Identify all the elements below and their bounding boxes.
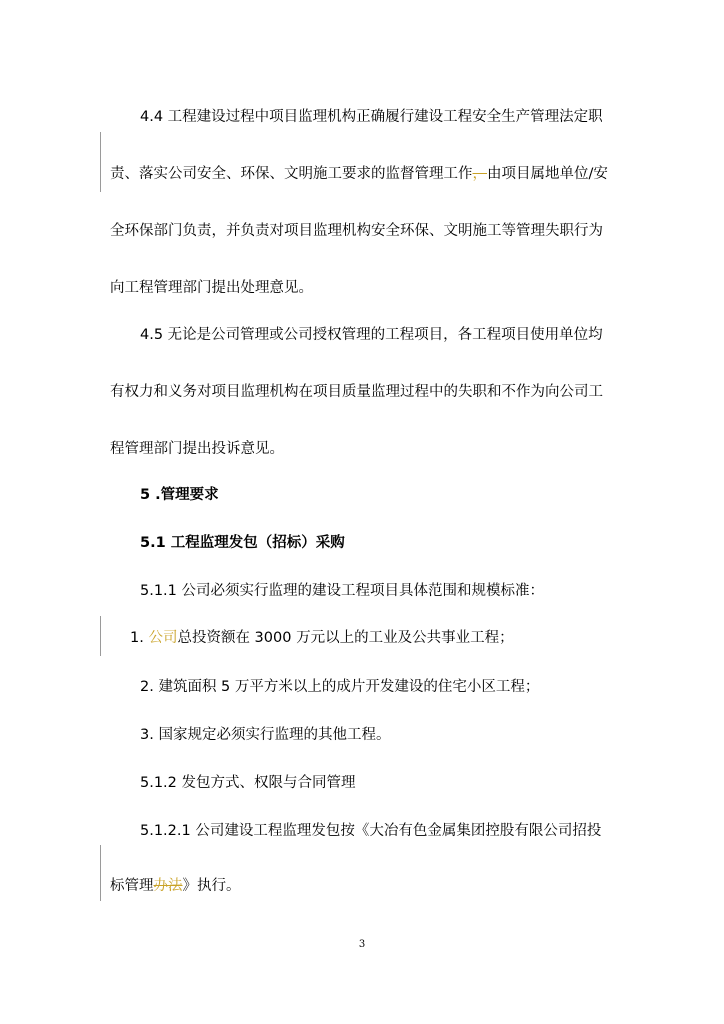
change-bar bbox=[100, 616, 101, 656]
para-5-1-2-1-line-2-text-a: 标管理 bbox=[110, 878, 154, 894]
list-item-1-text: 总投资额在 3000 万元以上的工业及公共事业工程； bbox=[177, 630, 514, 646]
deleted-text: 办法 bbox=[153, 878, 183, 894]
list-item-1-number: 1. bbox=[130, 630, 149, 646]
para-4-5-line-2: 有权力和义务对项目监理机构在项目质量监理过程中的失职和不作为向公司工 bbox=[110, 384, 603, 400]
para-5-1-2-1-line-2-text-b: 》执行。 bbox=[182, 878, 241, 894]
para-4-4-line-4: 向工程管理部门提出处理意见。 bbox=[110, 280, 313, 296]
change-bar bbox=[100, 845, 101, 901]
para-5-1-1: 5.1.1 公司必须实行监理的建设工程项目具体范围和规模标准： bbox=[140, 583, 545, 599]
para-4-4-line-2 bbox=[110, 164, 724, 184]
para-5-1-2-1-line-2 bbox=[110, 876, 724, 896]
para-4-4-line-1: 4.4 工程建设过程中项目监理机构正确履行建设工程安全生产管理法定职 bbox=[140, 109, 603, 125]
deleted-text: ， bbox=[472, 166, 487, 182]
page-number: 3 bbox=[358, 939, 366, 950]
heading-5-1: 5.1 工程监理发包（招标）采购 bbox=[140, 535, 345, 551]
para-4-4-line-2-text-a: 责、落实公司安全、环保、文明施工要求的监督管理工作 bbox=[110, 166, 473, 182]
list-item-3: 3. 国家规定必须实行监理的其他工程。 bbox=[140, 727, 391, 743]
para-4-4-line-3: 全环保部门负责，并负责对项目监理机构安全环保、文明施工等管理失职行为 bbox=[110, 223, 603, 239]
inserted-text: 公司 bbox=[148, 630, 178, 646]
para-5-1-2-1-line-1: 5.1.2.1 公司建设工程监理发包按《大冶有色金属集团控股有限公司招投 bbox=[140, 823, 602, 839]
para-4-4-line-2-text-b: 由项目属地单位/安 bbox=[487, 166, 608, 182]
para-5-1-2: 5.1.2 发包方式、权限与合同管理 bbox=[140, 775, 356, 791]
list-item-2: 2. 建筑面积 5 万平方米以上的成片开发建设的住宅小区工程； bbox=[140, 679, 540, 695]
change-bar bbox=[100, 132, 101, 192]
para-4-5-line-3: 程管理部门提出投诉意见。 bbox=[110, 441, 284, 457]
para-4-5-line-1: 4.5 无论是公司管理或公司授权管理的工程项目，各工程项目使用单位均 bbox=[140, 327, 603, 343]
heading-5: 5 .管理要求 bbox=[140, 487, 219, 503]
list-item-1 bbox=[130, 628, 724, 648]
